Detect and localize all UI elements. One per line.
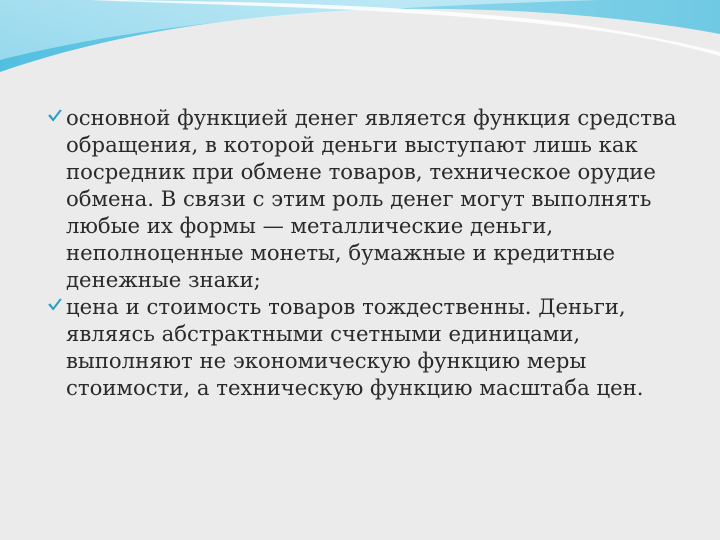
bullet-list [47,104,687,401]
check-mark-icon [47,297,63,313]
check-mark-icon [47,108,63,124]
bullet-item [47,293,687,401]
bullet-text: цена и стоимость товаров тождественны. Деньги, являясь абстрактными счетными единицами, выполняют не экономическую функцию меры стоимости, а техническую функцию масштаба цен. [66,294,644,400]
bullet-text: основной функцией денег является функция средства обращения, в которой деньги выступают лишь как посредник при обмене товаров, техническое орудие обмена. В связи с этим роль денег могут выполнять любые их формы — металлические деньги, неполноценные монеты, бумажные и кредитные денежные знаки; [66,105,677,292]
bullet-item [47,104,687,293]
header-wave-decoration [0,0,720,110]
